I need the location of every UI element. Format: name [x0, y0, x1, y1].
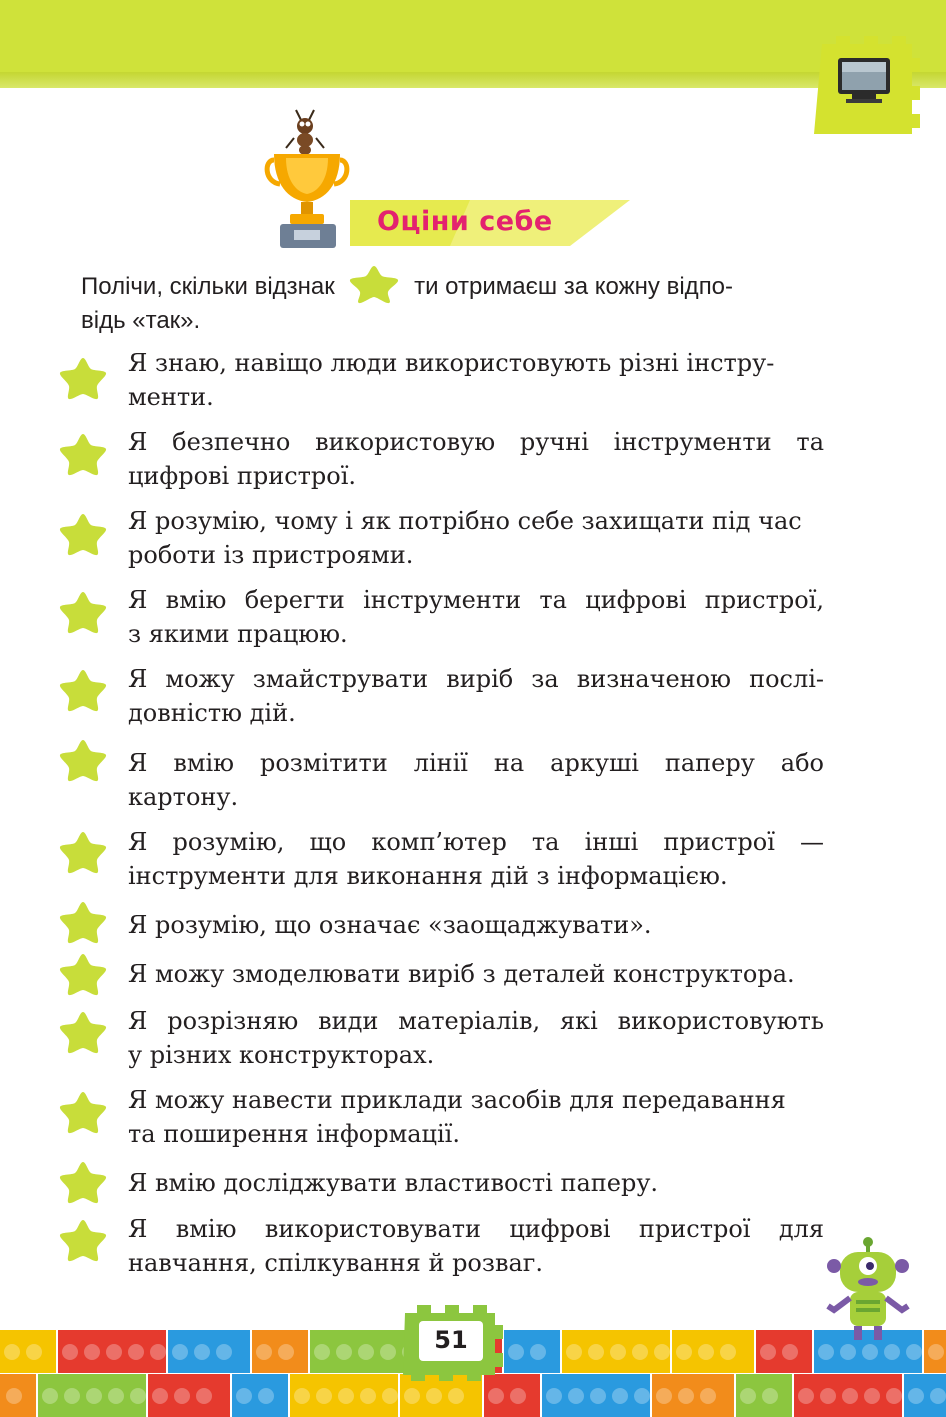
- intro-paragraph: [81, 270, 826, 338]
- checklist-item-line: Я можу навести приклади засобів для передавання: [128, 1086, 786, 1114]
- checklist-item: [128, 346, 824, 414]
- checklist-item-line: навчання, спілкування й розваг.: [128, 1249, 543, 1277]
- star-bullet-icon: [58, 1160, 108, 1206]
- checklist-item-line: Я розумію, чому і як потрібно себе захищати під час: [128, 507, 802, 535]
- star-bullet-icon: [58, 738, 108, 784]
- star-bullet-icon: [58, 1090, 108, 1136]
- checklist-item-line: Я можу змайструвати виріб за визначеною послі-: [128, 665, 824, 693]
- checklist-item-line: довністю дій.: [128, 699, 296, 727]
- checklist-item-line: Я вмію досліджувати властивості паперу.: [128, 1169, 659, 1197]
- checklist-item: [128, 957, 824, 991]
- robot-icon: [818, 1236, 918, 1342]
- star-bullet-icon: [58, 830, 108, 876]
- checklist-item-line: Я розумію, що комп’ютер та інші пристрої —: [128, 828, 824, 856]
- checklist-item: [128, 825, 824, 893]
- header-band-shadow: [0, 72, 946, 88]
- checklist-item-line: Я вмію використовувати цифрові пристрої для: [128, 1215, 824, 1243]
- checklist-item-line: Я вмію розмітити лінії на аркуші паперу або: [128, 749, 824, 777]
- page-number: 51: [434, 1326, 468, 1354]
- checklist-item: [128, 1166, 824, 1200]
- checklist-item-line: Я розумію, що означає «заощаджувати».: [128, 911, 652, 939]
- checklist-item: [128, 662, 824, 730]
- star-bullet-icon: [58, 1010, 108, 1056]
- star-bullet-icon: [58, 1218, 108, 1264]
- checklist-item: [128, 504, 824, 572]
- intro-text-end: ти отримаєш за кожну відпо-: [414, 273, 734, 300]
- star-icon: [345, 264, 403, 304]
- checklist-item: [128, 908, 824, 942]
- checklist-item: [128, 746, 824, 814]
- star-bullet-icon: [58, 900, 108, 946]
- star-bullet-icon: [58, 432, 108, 478]
- checklist-item: [128, 583, 824, 651]
- checklist-item-line: з якими працюю.: [128, 620, 348, 648]
- header-band: [0, 0, 946, 72]
- checklist-item-line: у різних конструкторах.: [128, 1041, 435, 1069]
- checklist-item-line: та поширення інформації.: [128, 1120, 460, 1148]
- checklist-item-line: Я вмію берегти інструменти та цифрові пристрої,: [128, 586, 824, 614]
- star-bullet-icon: [58, 590, 108, 636]
- checklist-item-line: Я знаю, навіщо люди використовують різні інстру-: [128, 349, 775, 377]
- checklist-item-line: Я розрізняю види матеріалів, які використовують: [128, 1007, 824, 1035]
- checklist-item-line: Я можу змоделювати виріб з деталей конструктора.: [128, 960, 795, 988]
- checklist-item-line: Я безпечно використовую ручні інструменти та: [128, 428, 824, 456]
- section-title: Оціни себе: [377, 206, 553, 237]
- star-bullet-icon: [58, 356, 108, 402]
- intro-text-line2: відь «так».: [81, 307, 201, 334]
- checklist-item-line: цифрові пристрої.: [128, 462, 357, 490]
- checklist-item-line: інструменти для виконання дій з інформацією.: [128, 862, 728, 890]
- checklist-item: [128, 1212, 824, 1280]
- checklist-item: [128, 425, 824, 493]
- checklist-item-line: менти.: [128, 383, 214, 411]
- monitor-icon: [808, 34, 920, 134]
- checklist-item: [128, 1004, 824, 1072]
- checklist-item: [128, 1083, 824, 1151]
- intro-text-start: Полічи, скільки відзнак: [81, 273, 335, 300]
- star-bullet-icon: [58, 952, 108, 998]
- checklist-item-line: картону.: [128, 783, 239, 811]
- checklist-item-line: роботи із пристроями.: [128, 541, 414, 569]
- star-bullet-icon: [58, 668, 108, 714]
- star-bullet-icon: [58, 512, 108, 558]
